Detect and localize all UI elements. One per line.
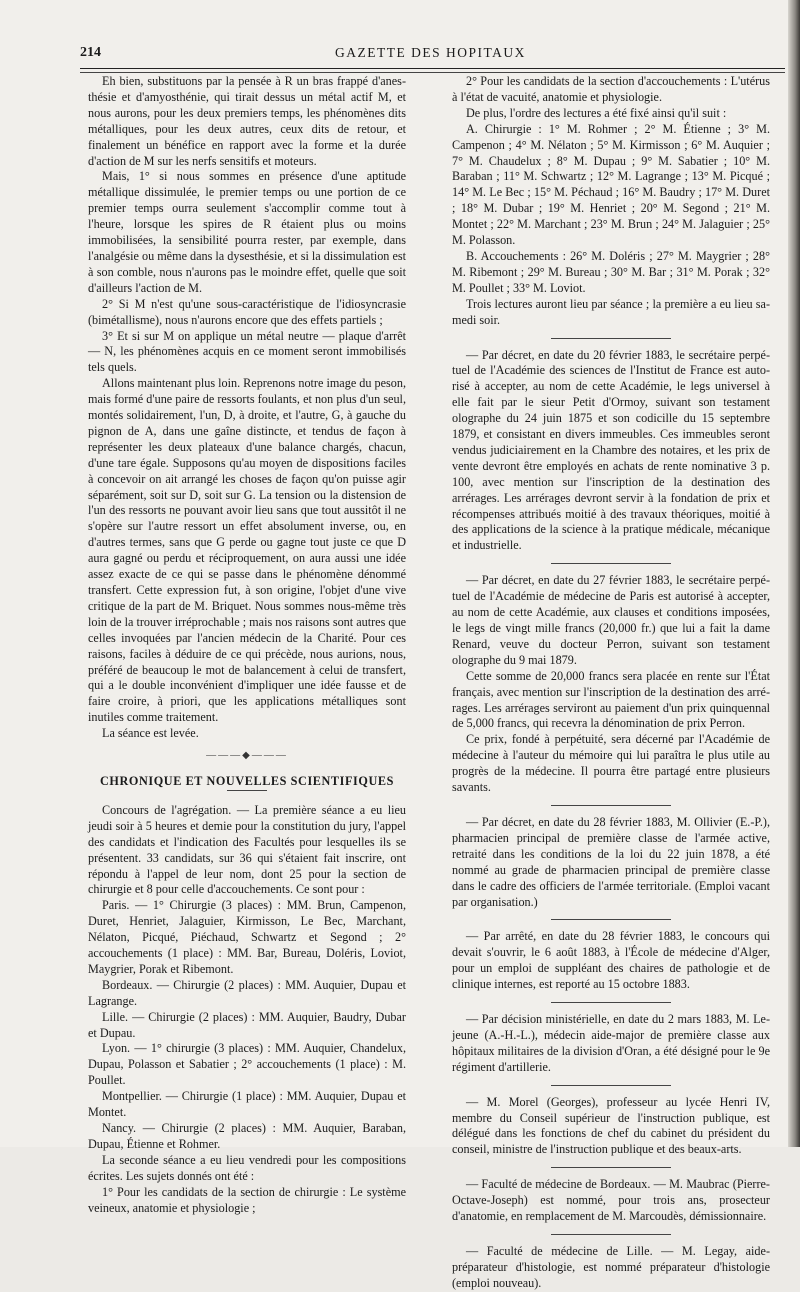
paragraph: 2° Pour les candidats de la section d'accouchements : L'utérus à l'état de vacuité, anatomie et physiologie. — [452, 74, 770, 104]
news-item: — Faculté de médecine de Lille. — M. Legay, aide-préparateur d'histologie, est nommé préparateur d'histologie (emploi nouveau). — [452, 1244, 770, 1290]
paragraph: B. Accouchements : 26° M. Doléris ; 27° M. Maygrier ; 28° M. Ribemont ; 29° M. Bureau ; 30° M. Bar ; 31° M. Porak ; 32° M. Poullet ; 33° M. Loviot. — [452, 248, 770, 295]
header-rule-thick — [80, 68, 785, 69]
section-separator: ———◆——— — [206, 750, 288, 762]
news-item: — Par décision ministérielle, en date du 2 mars 1883, M. Lejeune (A.-H.-L.), médecin aide-major de première classe aux hôpitaux militaires de la division d'Oran, a été désigné pour le 9e régiment d'artillerie. — [452, 1012, 770, 1074]
paragraph: Eh bien, substituons par la pensée à R un bras frappé d'anesthésie et d'amyosthénie, qui tirait dessus un métal actif M, et nous aurons, pour les deux premiers temps, les phénomènes dits métalliques, pour les deux autres, ceux dits de retour, et finalement un bénéfice en rapport avec la forme et la durée d'action de M sur les nerfs sensitifs et moteurs. — [88, 74, 406, 168]
news-divider — [551, 1085, 671, 1086]
paragraph: 1° Pour les candidats de la section de chirurgie : Le système veineux, anatomie et physiologie ; — [88, 1184, 406, 1215]
news-divider — [551, 563, 671, 564]
left-column — [88, 74, 406, 1216]
paragraph: Cette somme de 20,000 francs sera placée en rente sur l'État français, avec mention sur l'inscription de la destination des arrérages. Les arrérages serviront au paiement d'un prix quinquennal de 5,000 francs, qui recevra la dénomination de prix Perron. — [452, 668, 770, 731]
page-header — [80, 45, 785, 67]
paragraph: De plus, l'ordre des lectures a été fixé ainsi qu'il suit : — [466, 105, 727, 120]
paragraph: Mais, 1° si nous sommes en présence d'une aptitude métallique dissimulée, le premier temps ou une portion de ce premier temps ourra seulement s'accomplir comme tout à l'heure, lorsque les spires de R étaient plus ou moins immobilisées, la sensibilité pourra rester, par exemple, dans l'analgésie ou même dans la dysesthésie, et si la dissimulation est à son comble, nous n'aurons pas le moindre effet, quelle que soit d'ailleurs l'action de M. — [88, 169, 406, 295]
paragraph: Trois lectures auront lieu par séance ; la première a eu lieu samedi soir. — [452, 296, 770, 327]
news-divider — [551, 1167, 671, 1168]
news-divider — [551, 1002, 671, 1003]
news-divider — [551, 919, 671, 920]
paragraph: Ce prix, fondé à perpétuité, sera décerné par l'Académie de médecine à l'auteur du mémoire qui lui paraîtra le plus utile au progrès de la médecine. Il pourra être partagé entre plusieurs savants. — [452, 732, 770, 795]
paragraph: Montpellier. — Chirurgie (1 place) : MM. Auquier, Dupau et Montet. — [88, 1089, 406, 1120]
news-divider — [551, 1234, 671, 1235]
paragraph: Concours de l'agrégation. — La première séance a eu lieu jeudi soir à 5 heures et demie pour la constitution du jury, l'appel des candidats et l'indication des Facultés pour lesquelles ils se présentent. 33 candidats, sur 36 qui s'étaient fait inscrire, ont répondu à l'appel de leur nom, dont 25 pour la section de chirurgie et 8 pour celle d'accouchements. Ce sont pour : — [88, 802, 406, 897]
paragraph: La seconde séance a eu lieu vendredi pour les compositions écrites. Les sujets donnés ont été : — [88, 1152, 406, 1183]
paragraph: 2° Si M n'est qu'une sous-caractéristique de l'idiosyncrasie (bimétallisme), nous n'aurons encore que des effets partiels ; — [88, 296, 406, 327]
paragraph: Paris. — 1° Chirurgie (3 places) : MM. Brun, Campenon, Duret, Henriet, Jalaguier, Kirmisson, Le Bec, Marchant, Nélaton, Picqué, Piéchaud, Schwartz et Segond ; 2° accouchements (1 place) : MM. Bar, Bureau, Doléris, Loviot, Maygrier, Porak et Ribemont. — [88, 898, 406, 976]
news-item: — Par décret, en date du 28 février 1883, M. Ollivier (E.-P.), pharmacien principal de première classe de l'armée active, retraité dans les conditions de la loi du 22 juin 1878, a été nommé au grade de pharmacien principal de première classe dans le cadre des officiers de l'armée territoriale. (Emploi vacant par organisation.) — [452, 814, 770, 909]
right-column — [452, 74, 770, 1292]
section-rule — [227, 790, 267, 791]
news-item: — Faculté de médecine de Bordeaux. — M. Maubrac (Pierre-Octave-Joseph) est nommé, pour trois ans, prosecteur d'anatomie, en remplacement de M. Marcoudès, démissionnaire. — [452, 1177, 770, 1224]
news-item: — Par arrêté, en date du 28 février 1883, le concours qui devait s'ouvrir, le 6 août 1883, à l'École de médecine d'Alger, pour un emploi de suppléant des chaires de pathologie et de clinique internes, est reporté au 15 octobre 1883. — [452, 929, 770, 992]
running-title: GAZETTE DES HOPITAUX — [335, 45, 526, 60]
news-divider — [551, 805, 671, 806]
paragraph: Nancy. — Chirurgie (2 places) : MM. Auquier, Baraban, Dupau, Étienne et Rohmer. — [88, 1121, 406, 1151]
news-item: — M. Morel (Georges), professeur au lycée Henri IV, membre du Conseil supérieur de l'instruction publique, est délégué dans les fonctions de chef du cabinet du président du conseil, ministre de l'instruction publique et des beaux-arts. — [452, 1094, 770, 1157]
paragraph: Lille. — Chirurgie (2 places) : MM. Auquier, Baudry, Dubar et Dupau. — [88, 1009, 406, 1040]
paragraph: Allons maintenant plus loin. Reprenons notre image du peson, mais formé d'une paire de ressorts foulants, et non plus d'un seul, montés solidairement, l'un, D, à droite, et l'autre, G, à gauche du pignon de A, dans une gaîne distincte, et tendus de façon à représenter les deux plateaux d'une balance chargés, chacun, d'une tare égale. Supposons qu'au moyen de dispositions faciles à concevoir on ait arrangé les choses de façon qu'on puisse agir séparément, soit sur D, soit sur G. La tension ou la distension de l'un des ressorts ne pouvant avoir lieu sans que tout aussitôt il ne s'opère sur l'autre ressort un effet absolument inverse, ou, en d'autres termes, sans que G perde ou gagne tout juste ce que D aura gagné ou perdu et réciproquement, on aura aussi une idée assez exacte de ce qui se passe dans le phénomène dénommé transfert. Cette expression fut, à son origine, l'objet d'une vive critique de la part de M. Briquet. Nous sommes nous-même très loin de la trouver irréprochable ; mais nos raisons sont autres que celles invoquées par l'ancien médecin de la Charité. Pour ces raisons, faciles à déduire de ce qui précède, nous aurions, nous, préféré de beaucoup le mot de balancement à celui de transfert, qui a le double inconvénient d'impliquer une idée fausse et de faire croire, à priori, que les applications métalliques sont inutiles comme traitement. — [88, 376, 406, 725]
page-number: 214 — [80, 45, 101, 60]
paragraph: A. Chirurgie : 1° M. Rohmer ; 2° M. Étienne ; 3° M. Campenon ; 4° M. Nélaton ; 5° M. Kirmisson ; 6° M. Auquier ; 7° M. Chaudelux ; 8° M. Dupau ; 9° M. Sabatier ; 10° M. Baraban ; 11° M. Schwartz ; 12° M. Lagrange ; 13° M. Picqué ; 14° M. Le Bec ; 15° M. Péchaud ; 16° M. Baudry ; 17° M. Duret ; 18° M. Dubar ; 19° M. Henriet ; 20° M. Segond ; 21° M. Montet ; 22° M. Marchant ; 23° M. Brun ; 24° M. Jalaguier ; 25° M. Polasson. — [452, 121, 770, 248]
news-divider — [551, 338, 671, 339]
paragraph: Lyon. — 1° chirurgie (3 places) : MM. Auquier, Chandelux, Dupau, Polasson et Sabatier ; 2° accouchements (1 place) : M. Poullet. — [88, 1041, 406, 1088]
page-edge-shadow — [788, 0, 800, 1147]
header-rule-thin — [80, 72, 785, 73]
paragraph: Bordeaux. — Chirurgie (2 places) : MM. Auquier, Dupau et Lagrange. — [88, 977, 406, 1008]
paragraph: 3° Et si sur M on applique un métal neutre — plaque d'arrêt — N, les phénomènes acquis en ce moment seront immobilisés tels quels. — [88, 328, 406, 375]
section-title: CHRONIQUE ET NOUVELLES SCIENTIFIQUES — [100, 773, 394, 788]
paragraph: La séance est levée. — [102, 726, 199, 741]
news-item: — Par décret, en date du 27 février 1883, le secrétaire perpétuel de l'Académie de médecine de Paris est autorisé à accepter, au nom de cette Académie, aux clauses et conditions imposées, le legs de vingt mille francs (20,000 fr.) que lui a fait la dame Renard, veuve du docteur Perron, suivant son testament olographe du 9 mai 1879. — [452, 573, 770, 667]
news-item: — Par décret, en date du 20 février 1883, le secrétaire perpétuel de l'Académie des sciences de l'Institut de France est autorisé à accepter, au nom de cette Académie, le legs universel à elle fait par le sieur Petit d'Ormoy, suivant son testament olographe du 24 juin 1875 et son codicille du 15 septembre 1879, et consistant en divers immeubles. Ces immeubles seront vendus judiciairement en la Chambre des notaires, et les prix de vente devront être employés en achats de rente nominative 3 p. 100, avec mention sur l'inscription de la destination des arrérages. Les arrérages devront servir à la fondation de prix et récompenses attribués moitié à des travaux théoriques, moitié à des applications de la science à la pratique médicale, mécanique et industrielle. — [452, 347, 770, 553]
